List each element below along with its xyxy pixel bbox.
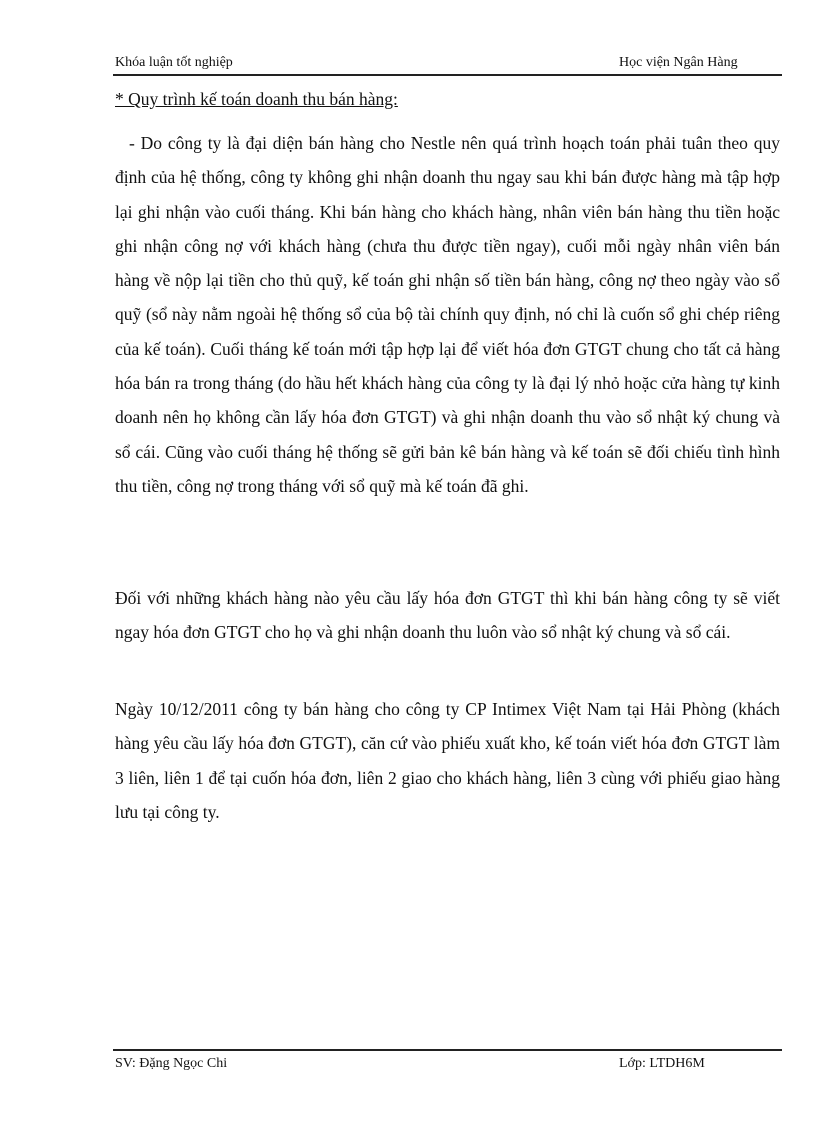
page-footer (113, 1055, 782, 1075)
body-paragraph-2: Đối với những khách hàng nào yêu cầu lấy hóa đơn GTGT thì khi bán hàng công ty sẽ viết ngay hóa đơn GTGT cho họ và ghi nhận doanh thu luôn vào sổ nhật ký chung và sổ cái. (115, 588, 780, 643)
body-paragraph-3: Ngày 10/12/2011 công ty bán hàng cho công ty CP Intimex Việt Nam tại Hải Phòng (khách hàng yêu cầu lấy hóa đơn GTGT), căn cứ vào phiếu xuất kho, kế toán viết hóa đơn GTGT làm 3 liên, liên 1 để tại cuốn hóa đơn, liên 2 giao cho khách hàng, liên 3 cùng với phiếu giao hàng lưu tại công ty. (115, 699, 780, 822)
header-right-text: Học viện Ngân Hàng (619, 55, 738, 70)
section-title: * Quy trình kế toán doanh thu bán hàng: (115, 89, 398, 109)
header-divider (113, 74, 782, 76)
header-left-text: Khóa luận tốt nghiệp (115, 55, 233, 70)
page-header (113, 54, 782, 74)
footer-left-text: SV: Đặng Ngọc Chi (115, 1056, 228, 1071)
footer-right-text: Lớp: LTDH6M (619, 1056, 705, 1071)
footer-divider (113, 1049, 782, 1051)
body-paragraph-1: - Do công ty là đại diện bán hàng cho Nestle nên quá trình hoạch toán phải tuân theo quy định của hệ thống, công ty không ghi nhận doanh thu ngay sau khi bán được hàng mà tập hợp lại ghi nhận vào cuối tháng. Khi bán hàng cho khách hàng, nhân viên bán hàng thu tiền hoặc ghi nhận công nợ với khách hàng (chưa thu được tiền ngay), cuối mỗi ngày nhân viên bán hàng về nộp lại tiền cho thủ quỹ, kế toán ghi nhận số tiền bán hàng, công nợ theo ngày vào sổ quỹ (sổ này nằm ngoài hệ thống sổ của bộ tài chính quy định, nó chỉ là cuốn sổ ghi chép riêng của kế toán). Cuối tháng kế toán mới tập hợp lại để viết hóa đơn GTGT chung cho tất cả hàng hóa bán ra trong tháng (do hầu hết khách hàng của công ty là đại lý nhỏ hoặc cửa hàng tự kinh doanh nên họ không cần lấy hóa đơn GTGT) và ghi nhận doanh thu vào sổ nhật ký chung và sổ cái. Cũng vào cuối tháng hệ thống sẽ gửi bản kê bán hàng và kế toán sẽ đối chiếu tình hình thu tiền, công nợ trong tháng với sổ quỹ mà kế toán đã ghi. (115, 133, 780, 496)
